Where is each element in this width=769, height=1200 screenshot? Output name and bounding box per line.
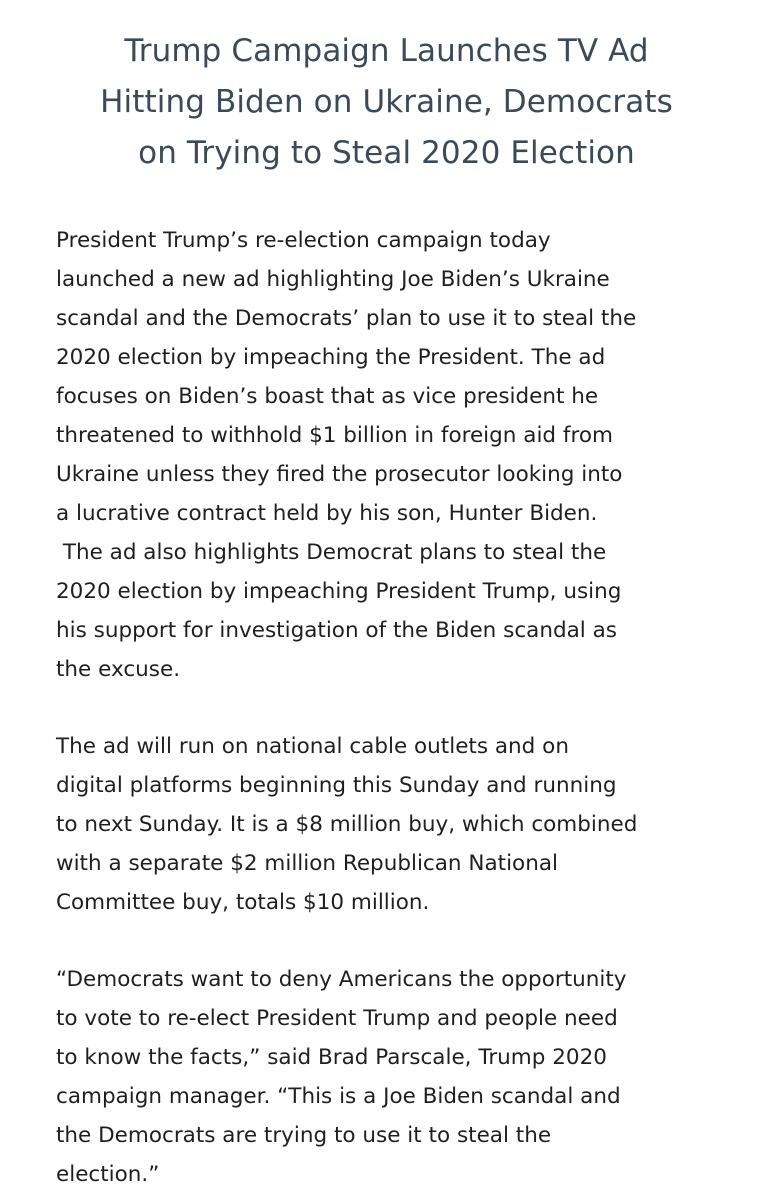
paragraph-line: Ukraine unless they fired the prosecutor looking into bbox=[56, 462, 623, 487]
paragraph-quote bbox=[56, 960, 717, 1194]
paragraph-campaign-ad bbox=[56, 221, 717, 689]
paragraph-line: The ad will run on national cable outlets and on bbox=[56, 734, 569, 759]
paragraph-ad-buy bbox=[56, 727, 717, 922]
paragraph-line: Committee buy, totals $10 million. bbox=[56, 890, 430, 915]
paragraph-line: election.” bbox=[56, 1162, 160, 1187]
paragraph-line: the Democrats are trying to use it to steal the bbox=[56, 1123, 552, 1148]
paragraph-line: to vote to re-elect President Trump and people need bbox=[56, 1006, 618, 1031]
headline-line: on Trying to Steal 2020 Election bbox=[138, 135, 635, 171]
paragraph-line: to know the facts,” said Brad Parscale, Trump 2020 bbox=[56, 1045, 607, 1070]
paragraph-line: launched a new ad highlighting Joe Biden’s Ukraine bbox=[56, 267, 610, 292]
paragraph-line: campaign manager. “This is a Joe Biden scandal and bbox=[56, 1084, 621, 1109]
paragraph-line: digital platforms beginning this Sunday and running bbox=[56, 773, 617, 798]
headline-line: Trump Campaign Launches TV Ad bbox=[124, 33, 649, 69]
headline-line: Hitting Biden on Ukraine, Democrats bbox=[100, 84, 673, 120]
paragraph-line: his support for investigation of the Biden scandal as bbox=[56, 618, 617, 643]
paragraph-line: The ad also highlights Democrat plans to steal the bbox=[56, 540, 607, 565]
paragraph-line: the excuse. bbox=[56, 657, 181, 682]
paragraph-line: focuses on Biden’s boast that as vice president he bbox=[56, 384, 599, 409]
paragraph-line: “Democrats want to deny Americans the opportunity bbox=[56, 967, 627, 992]
paragraph-line: President Trump’s re-election campaign today bbox=[56, 228, 551, 253]
article-headline bbox=[56, 26, 717, 179]
paragraph-line: 2020 election by impeaching the President. The ad bbox=[56, 345, 606, 370]
paragraph-line: scandal and the Democrats’ plan to use it to steal the bbox=[56, 306, 637, 331]
paragraph-line: threatened to withhold $1 billion in foreign aid from bbox=[56, 423, 613, 448]
paragraph-line: 2020 election by impeaching President Trump, using bbox=[56, 579, 622, 604]
paragraph-line: with a separate $2 million Republican National bbox=[56, 851, 558, 876]
paragraph-line: to next Sunday. It is a $8 million buy, which combined bbox=[56, 812, 638, 837]
paragraph-line: a lucrative contract held by his son, Hunter Biden. bbox=[56, 501, 598, 526]
